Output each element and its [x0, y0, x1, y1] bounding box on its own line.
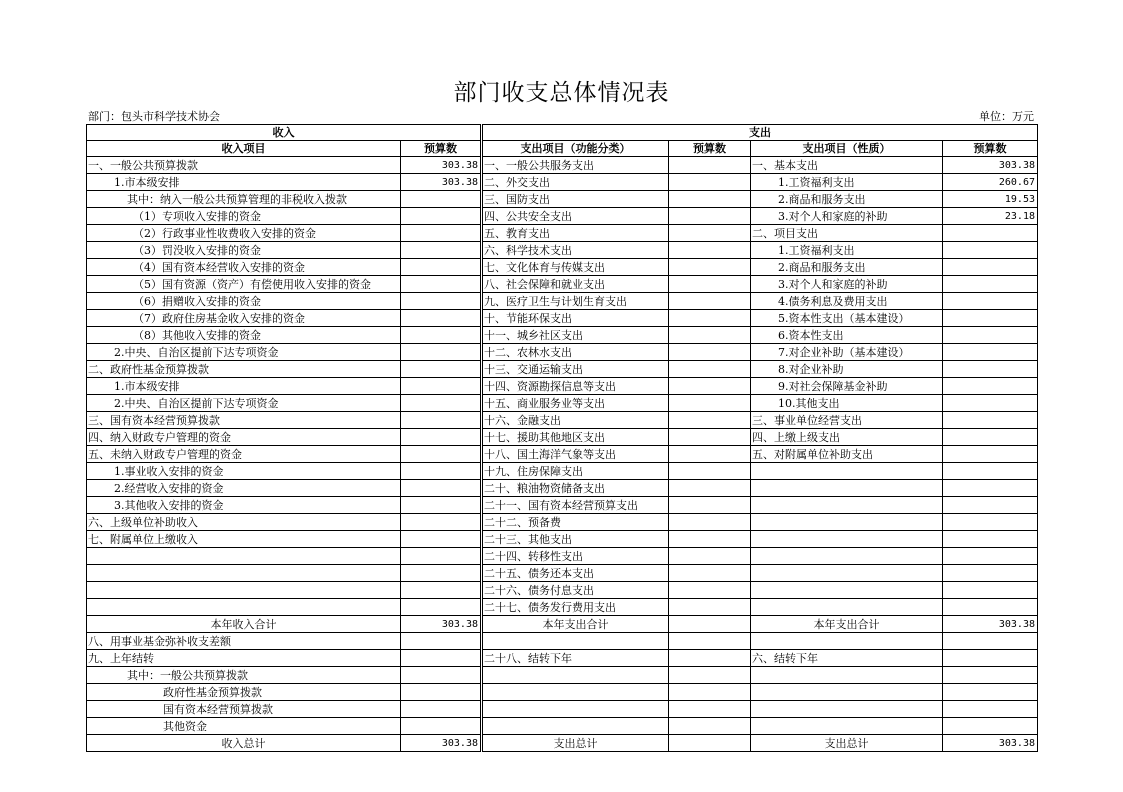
- income-item-cell: [87, 548, 401, 565]
- income-budget-cell: [401, 548, 481, 565]
- expense-nature-cell: [751, 463, 943, 480]
- table-row: [87, 548, 1038, 565]
- income-item-cell: [87, 599, 401, 616]
- income-budget-cell: [401, 718, 481, 735]
- department-label: 部门：包头市科学技术协会: [88, 110, 220, 123]
- expense-nature-budget-cell: [943, 463, 1038, 480]
- expense-func-cell: [483, 667, 669, 684]
- income-budget-cell: [401, 344, 481, 361]
- expense-nature-cell: 六、结转下年: [751, 650, 943, 667]
- table-row: [87, 157, 1038, 174]
- expense-nature-budget-cell: [943, 378, 1038, 395]
- expense-func-cell: 十八、国土海洋气象等支出: [483, 446, 669, 463]
- expense-func-budget-cell: [669, 276, 751, 293]
- income-budget-cell: [401, 497, 481, 514]
- expense-nature-cell: 1.工资福利支出: [751, 174, 943, 191]
- expense-func-budget-cell: [669, 633, 751, 650]
- income-item-cell: 2.中央、自治区提前下达专项资金: [87, 344, 401, 361]
- income-budget-cell: [401, 701, 481, 718]
- expense-func-cell: 十二、农林水支出: [483, 344, 669, 361]
- expense-nature-budget-cell: [943, 344, 1038, 361]
- table-row: [87, 174, 1038, 191]
- income-budget-cell: [401, 650, 481, 667]
- income-item-cell: 三、国有资本经营预算拨款: [87, 412, 401, 429]
- income-item-cell: 国有资本经营预算拨款: [87, 701, 401, 718]
- expense-nature-budget-cell: [943, 395, 1038, 412]
- expense-func-budget-cell: [669, 446, 751, 463]
- table-row: [87, 310, 1038, 327]
- expense-func-budget-cell: [669, 514, 751, 531]
- expense-nature-budget-cell: [943, 242, 1038, 259]
- income-item-cell: 其中：纳入一般公共预算管理的非税收入拨款: [87, 191, 401, 208]
- expense-nature-budget-cell: [943, 327, 1038, 344]
- expense-nature-budget-cell: [943, 361, 1038, 378]
- income-budget-cell: [401, 565, 481, 582]
- expense-func-budget-cell: [669, 616, 751, 633]
- income-budget-header: 预算数: [401, 141, 481, 157]
- expense-func-cell: 二十七、债务发行费用支出: [483, 599, 669, 616]
- expense-nature-cell: [751, 701, 943, 718]
- expense-func-budget-cell: [669, 463, 751, 480]
- income-budget-cell: [401, 259, 481, 276]
- table-row: [87, 565, 1038, 582]
- expense-nature-cell: [751, 480, 943, 497]
- expense-func-budget-cell: [669, 429, 751, 446]
- expense-func-budget-cell: [669, 599, 751, 616]
- table-row: [87, 361, 1038, 378]
- expense-nature-budget-cell: 303.38: [943, 157, 1038, 174]
- page-title: 部门收支总体情况表: [453, 80, 670, 106]
- expense-func-cell: 一、一般公共服务支出: [483, 157, 669, 174]
- table-row: [87, 208, 1038, 225]
- expense-nature-budget-cell: [943, 225, 1038, 242]
- expense-func-budget-cell: [669, 208, 751, 225]
- expense-nature-budget-cell: [943, 718, 1038, 735]
- income-item-cell: 二、政府性基金预算拨款: [87, 361, 401, 378]
- expense-nature-cell: 本年支出合计: [751, 616, 943, 633]
- table-row: [87, 684, 1038, 701]
- expense-func-budget-cell: [669, 582, 751, 599]
- income-item-cell: 其中：一般公共预算拨款: [87, 667, 401, 684]
- table-row: [87, 718, 1038, 735]
- expense-func-cell: 十五、商业服务业等支出: [483, 395, 669, 412]
- expense-func-cell: 二十四、转移性支出: [483, 548, 669, 565]
- expense-nature-budget-cell: 23.18: [943, 208, 1038, 225]
- expense-nature-budget-cell: [943, 412, 1038, 429]
- income-item-cell: （2）行政事业性收费收入安排的资金: [87, 225, 401, 242]
- expense-func-cell: 十、节能环保支出: [483, 310, 669, 327]
- unit-label: 单位：万元: [979, 110, 1034, 123]
- income-item-cell: （8）其他收入安排的资金: [87, 327, 401, 344]
- income-item-cell: 七、附属单位上缴收入: [87, 531, 401, 548]
- income-budget-cell: [401, 191, 481, 208]
- expense-func-budget-cell: [669, 565, 751, 582]
- expense-func-budget-cell: [669, 174, 751, 191]
- expense-nature-budget-cell: [943, 429, 1038, 446]
- expense-func-budget-cell: [669, 667, 751, 684]
- expense-func-budget-cell: [669, 191, 751, 208]
- expense-nature-budget-cell: 260.67: [943, 174, 1038, 191]
- income-item-cell: 2.经营收入安排的资金: [87, 480, 401, 497]
- expense-func-budget-cell: [669, 650, 751, 667]
- income-item-cell: 九、上年结转: [87, 650, 401, 667]
- expense-func-cell: 十四、资源勘探信息等支出: [483, 378, 669, 395]
- expense-nature-cell: 2.商品和服务支出: [751, 259, 943, 276]
- income-item-cell: 一、一般公共预算拨款: [87, 157, 401, 174]
- table-row: [87, 599, 1038, 616]
- expense-func-cell: 九、医疗卫生与计划生育支出: [483, 293, 669, 310]
- expense-func-budget-cell: [669, 701, 751, 718]
- table-row: [87, 735, 1038, 752]
- expense-func-budget-cell: [669, 395, 751, 412]
- expense-func-cell: 三、国防支出: [483, 191, 669, 208]
- expense-nature-cell: [751, 531, 943, 548]
- expense-nature-budget-cell: 303.38: [943, 616, 1038, 633]
- expense-func-cell: [483, 718, 669, 735]
- expense-func-cell: 本年支出合计: [483, 616, 669, 633]
- income-budget-cell: [401, 276, 481, 293]
- expense-func-cell: [483, 633, 669, 650]
- expense-nature-cell: 5.资本性支出（基本建设）: [751, 310, 943, 327]
- income-budget-cell: [401, 531, 481, 548]
- income-budget-cell: 303.38: [401, 174, 481, 191]
- expense-nature-budget-cell: [943, 514, 1038, 531]
- table-row: [87, 225, 1038, 242]
- expense-func-budget-cell: [669, 497, 751, 514]
- table-row: [87, 276, 1038, 293]
- expense-nature-budget-cell: [943, 633, 1038, 650]
- expense-nature-budget-cell: [943, 276, 1038, 293]
- income-item-cell: 1.事业收入安排的资金: [87, 463, 401, 480]
- table-row: [87, 531, 1038, 548]
- income-item-cell: （1）专项收入安排的资金: [87, 208, 401, 225]
- table-row: [87, 701, 1038, 718]
- income-budget-cell: [401, 310, 481, 327]
- expense-header: 支出: [483, 125, 1038, 141]
- expense-func-cell: 十九、住房保障支出: [483, 463, 669, 480]
- expense-nature-cell: 三、事业单位经营支出: [751, 412, 943, 429]
- table-row: [87, 480, 1038, 497]
- expense-nature-budget-cell: [943, 582, 1038, 599]
- expense-nature-budget-cell: 19.53: [943, 191, 1038, 208]
- income-item-cell: （3）罚没收入安排的资金: [87, 242, 401, 259]
- expense-func-cell: 六、科学技术支出: [483, 242, 669, 259]
- expense-nature-budget-cell: [943, 684, 1038, 701]
- income-budget-cell: [401, 582, 481, 599]
- expense-func-budget-cell: [669, 531, 751, 548]
- income-budget-cell: [401, 429, 481, 446]
- expense-nature-cell: 3.对个人和家庭的补助: [751, 208, 943, 225]
- table-row: [87, 293, 1038, 310]
- income-item-cell: 2.中央、自治区提前下达专项资金: [87, 395, 401, 412]
- income-item-cell: （6）捐赠收入安排的资金: [87, 293, 401, 310]
- expense-nature-budget-cell: [943, 293, 1038, 310]
- header-row-2: [87, 141, 1038, 157]
- table-row: [87, 378, 1038, 395]
- table-row: [87, 616, 1038, 633]
- expense-func-cell: 八、社会保障和就业支出: [483, 276, 669, 293]
- expense-func-cell: 十六、金融支出: [483, 412, 669, 429]
- expense-func-cell: 四、公共安全支出: [483, 208, 669, 225]
- income-item-cell: [87, 565, 401, 582]
- expense-func-budget-cell: [669, 735, 751, 752]
- expense-nature-cell: 9.对社会保障基金补助: [751, 378, 943, 395]
- expense-nature-cell: 10.其他支出: [751, 395, 943, 412]
- income-budget-cell: 303.38: [401, 735, 481, 752]
- table-row: [87, 514, 1038, 531]
- income-budget-cell: [401, 225, 481, 242]
- expense-func-cell: [483, 701, 669, 718]
- income-budget-cell: [401, 293, 481, 310]
- expense-func-cell: 二十、粮油物资储备支出: [483, 480, 669, 497]
- expense-nature-budget-cell: [943, 667, 1038, 684]
- expense-func-budget-cell: [669, 327, 751, 344]
- expense-nature-cell: [751, 633, 943, 650]
- expense-nature-budget-cell: [943, 599, 1038, 616]
- expense-func-budget-cell: [669, 344, 751, 361]
- income-item-cell: 1.市本级安排: [87, 378, 401, 395]
- expense-func-budget-cell: [669, 378, 751, 395]
- income-budget-cell: [401, 446, 481, 463]
- expense-nature-cell: 6.资本性支出: [751, 327, 943, 344]
- expense-nature-budget-cell: [943, 701, 1038, 718]
- income-item-cell: 政府性基金预算拨款: [87, 684, 401, 701]
- income-budget-cell: [401, 667, 481, 684]
- expense-nature-cell: 2.商品和服务支出: [751, 191, 943, 208]
- expense-nature-budget-cell: [943, 310, 1038, 327]
- expense-nature-cell: 7.对企业补助（基本建设）: [751, 344, 943, 361]
- expense-func-cell: 二十一、国有资本经营预算支出: [483, 497, 669, 514]
- expense-func-budget-cell: [669, 361, 751, 378]
- expense-func-cell: 二十六、债务付息支出: [483, 582, 669, 599]
- expense-nature-cell: 四、上缴上级支出: [751, 429, 943, 446]
- expense-func-cell: 十三、交通运输支出: [483, 361, 669, 378]
- income-budget-cell: [401, 208, 481, 225]
- table-row: [87, 412, 1038, 429]
- expense-nature-budget-cell: 303.38: [943, 735, 1038, 752]
- income-budget-cell: [401, 361, 481, 378]
- expense-nature-budget-cell: [943, 548, 1038, 565]
- income-item-cell: [87, 582, 401, 599]
- expense-func-cell: 二、外交支出: [483, 174, 669, 191]
- table-row: [87, 446, 1038, 463]
- table-row: [87, 582, 1038, 599]
- expense-func-cell: 二十二、预备费: [483, 514, 669, 531]
- table-row: [87, 242, 1038, 259]
- expense-nature-budget-cell: [943, 480, 1038, 497]
- expense-func-budget-cell: [669, 157, 751, 174]
- income-budget-cell: [401, 514, 481, 531]
- expense-nature-cell: 3.对个人和家庭的补助: [751, 276, 943, 293]
- expense-nature-budget-header: 预算数: [943, 141, 1038, 157]
- expense-func-budget-cell: [669, 293, 751, 310]
- table-row: [87, 650, 1038, 667]
- expense-nature-budget-cell: [943, 259, 1038, 276]
- table-row: [87, 497, 1038, 514]
- expense-func-cell: 五、教育支出: [483, 225, 669, 242]
- expense-nature-budget-cell: [943, 565, 1038, 582]
- income-item-cell: 五、未纳入财政专户管理的资金: [87, 446, 401, 463]
- income-item-header: 收入项目: [87, 141, 401, 157]
- income-budget-cell: [401, 463, 481, 480]
- table-body: [87, 157, 1038, 752]
- income-item-cell: 八、用事业基金弥补收支差额: [87, 633, 401, 650]
- table-row: [87, 259, 1038, 276]
- expense-func-budget-cell: [669, 412, 751, 429]
- expense-func-cell: 二十五、债务还本支出: [483, 565, 669, 582]
- expense-func-budget-cell: [669, 480, 751, 497]
- budget-table: [86, 124, 1038, 752]
- income-budget-cell: [401, 242, 481, 259]
- expense-func-budget-cell: [669, 548, 751, 565]
- income-budget-cell: [401, 684, 481, 701]
- expense-nature-cell: 8.对企业补助: [751, 361, 943, 378]
- table-row: [87, 667, 1038, 684]
- expense-func-cell: 十一、城乡社区支出: [483, 327, 669, 344]
- expense-nature-cell: 五、对附属单位补助支出: [751, 446, 943, 463]
- income-budget-cell: [401, 378, 481, 395]
- expense-nature-cell: 一、基本支出: [751, 157, 943, 174]
- expense-nature-cell: 支出总计: [751, 735, 943, 752]
- income-budget-cell: 303.38: [401, 157, 481, 174]
- expense-func-cell: 二十八、结转下年: [483, 650, 669, 667]
- income-budget-cell: [401, 480, 481, 497]
- income-item-cell: 六、上级单位补助收入: [87, 514, 401, 531]
- income-budget-cell: [401, 599, 481, 616]
- income-budget-cell: [401, 395, 481, 412]
- expense-func-budget-header: 预算数: [669, 141, 751, 157]
- expense-nature-cell: [751, 497, 943, 514]
- expense-func-header: 支出项目（功能分类）: [483, 141, 669, 157]
- table-row: [87, 633, 1038, 650]
- expense-func-budget-cell: [669, 259, 751, 276]
- table-row: [87, 344, 1038, 361]
- expense-nature-cell: [751, 684, 943, 701]
- expense-nature-cell: [751, 718, 943, 735]
- income-item-cell: （5）国有资源（资产）有偿使用收入安排的资金: [87, 276, 401, 293]
- expense-nature-cell: [751, 514, 943, 531]
- expense-nature-budget-cell: [943, 531, 1038, 548]
- table-row: [87, 191, 1038, 208]
- income-item-cell: （7）政府住房基金收入安排的资金: [87, 310, 401, 327]
- income-item-cell: （4）国有资本经营收入安排的资金: [87, 259, 401, 276]
- expense-func-cell: 十七、援助其他地区支出: [483, 429, 669, 446]
- income-budget-cell: [401, 327, 481, 344]
- expense-nature-cell: 1.工资福利支出: [751, 242, 943, 259]
- expense-func-budget-cell: [669, 310, 751, 327]
- expense-func-cell: 支出总计: [483, 735, 669, 752]
- expense-func-budget-cell: [669, 225, 751, 242]
- expense-nature-cell: [751, 599, 943, 616]
- table-row: [87, 395, 1038, 412]
- expense-nature-budget-cell: [943, 446, 1038, 463]
- expense-nature-cell: [751, 565, 943, 582]
- income-item-cell: 3.其他收入安排的资金: [87, 497, 401, 514]
- expense-nature-cell: [751, 667, 943, 684]
- expense-nature-cell: [751, 548, 943, 565]
- income-header: 收入: [87, 125, 481, 141]
- income-item-cell: 本年收入合计: [87, 616, 401, 633]
- income-item-cell: 收入总计: [87, 735, 401, 752]
- expense-func-cell: [483, 684, 669, 701]
- expense-func-budget-cell: [669, 718, 751, 735]
- expense-nature-cell: [751, 582, 943, 599]
- expense-func-budget-cell: [669, 242, 751, 259]
- expense-nature-cell: 4.债务利息及费用支出: [751, 293, 943, 310]
- expense-func-cell: 七、文化体育与传媒支出: [483, 259, 669, 276]
- income-budget-cell: 303.38: [401, 616, 481, 633]
- income-item-cell: 1.市本级安排: [87, 174, 401, 191]
- expense-func-cell: 二十三、其他支出: [483, 531, 669, 548]
- expense-nature-header: 支出项目（性质）: [751, 141, 943, 157]
- table-row: [87, 463, 1038, 480]
- expense-nature-budget-cell: [943, 497, 1038, 514]
- expense-nature-budget-cell: [943, 650, 1038, 667]
- expense-nature-cell: 二、项目支出: [751, 225, 943, 242]
- income-budget-cell: [401, 633, 481, 650]
- table-row: [87, 327, 1038, 344]
- table-row: [87, 429, 1038, 446]
- header-row-1: [87, 125, 1038, 141]
- expense-func-budget-cell: [669, 684, 751, 701]
- income-budget-cell: [401, 412, 481, 429]
- income-item-cell: 四、纳入财政专户管理的资金: [87, 429, 401, 446]
- income-item-cell: 其他资金: [87, 718, 401, 735]
